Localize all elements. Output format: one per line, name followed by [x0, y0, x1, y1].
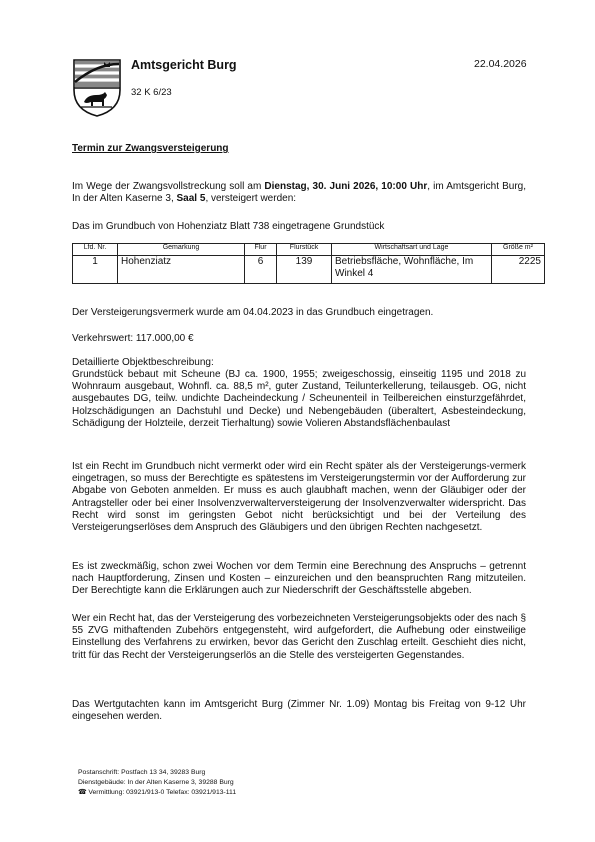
- cell-flurstueck: 139: [277, 256, 332, 284]
- appraisal-paragraph: Das Wertgutachten kann im Amtsgericht Burg (Zimmer Nr. 1.09) Montag bis Freitag von 9-12 Uhr eingesehen werden.: [72, 699, 526, 723]
- cell-wirtschaftsart: Betriebsfläche, Wohnfläche, Im Winkel 4: [332, 256, 492, 284]
- auction-room: Saal 5: [176, 193, 206, 205]
- objection-paragraph: Wer ein Recht hat, das der Versteigerung des vorbezeichneten Versteigerungsobjekts oder des nach § 55 ZVG mithaftenden Zubehörs entgegensteht, wird aufgefordert, die Aufhebung oder einstweilige Einstellung des Verfahrens zu erwirken, bevor das Gericht den Zuschlag erteilt. Geschieht dies nicht, tritt für das Recht der Versteigerungserlös an die Stelle des versteigerten Gegenstandes.: [72, 613, 526, 661]
- verkehrswert-line: Verkehrswert: 117.000,00 €: [72, 333, 194, 344]
- footer: [78, 768, 236, 798]
- auction-datetime: Dienstag, 30. Juni 2026, 10:00 Uhr: [264, 181, 428, 192]
- footer-contact: Vermittlung: 03921/913-0 Telefax: 03921/913-111: [88, 789, 237, 796]
- document-title: Termin zur Zwangsversteigerung: [72, 143, 229, 154]
- case-number: 32 K 6/23: [131, 87, 172, 98]
- intro-paragraph: Im Wege der Zwangsvollstreckung soll am Dienstag, 30. Juni 2026, 10:00 Uhr, im Amtsgericht Burg, In der Alten Kaserne 3, Saal 5, versteigert werden:: [72, 181, 527, 205]
- telephone-icon: ☎: [78, 789, 87, 796]
- grundbuch-line: Das im Grundbuch von Hohenziatz Blatt 738 eingetragene Grundstück: [72, 221, 385, 232]
- footer-postal: Postanschrift: Postfach 13 34, 39283 Burg: [78, 769, 206, 776]
- col-groesse: Größe m²: [492, 244, 545, 256]
- cell-flur: 6: [245, 256, 277, 284]
- coat-of-arms-logo: [72, 58, 122, 118]
- col-gemarkung: Gemarkung: [118, 244, 245, 256]
- document-date: 22.04.2026: [474, 58, 527, 70]
- court-name: Amtsgericht Burg: [131, 58, 237, 72]
- rights-paragraph: Ist ein Recht im Grundbuch nicht vermerkt oder wird ein Recht später als der Versteigerungs-vermerk eingetragen, so muss der Berechtigte es spätestens im Versteigerungstermin vor der Aufforderung zur Abgabe von Geboten anmelden. Er muss es auch glaubhaft machen, wenn der Gläubiger oder der Antragsteller oder bei einer Insolvenzverwalterversteigerung der Insolvenzverwalter widerspricht. Das Recht wird sonst im geringsten Gebot nicht berücksichtigt und bei der Verteilung des Versteigerungserlöses dem Anspruch des Gläubigers und den übrigen Rechten nachgesetzt.: [72, 461, 526, 534]
- claims-paragraph: Es ist zweckmäßig, schon zwei Wochen vor dem Termin eine Berechnung des Anspruchs – getrennt nach Hauptforderung, Zinsen und Kosten – einzureichen und den beanspruchten Rang mitzuteilen. Der Berechtigte kann die Erklärungen auch zur Niederschrift der Geschäftsstelle abgeben.: [72, 561, 526, 597]
- property-table: [72, 243, 545, 284]
- footer-building: Dienstgebäude: In der Alten Kaserne 3, 39288 Burg: [78, 779, 234, 786]
- cell-gemarkung: Hohenziatz: [118, 256, 245, 284]
- col-flur: Flur: [245, 244, 277, 256]
- objekt-heading: Detaillierte Objektbeschreibung:: [72, 357, 214, 368]
- table-row: [73, 256, 545, 284]
- col-flurstueck: Flurstück: [277, 244, 332, 256]
- cell-groesse: 2225: [492, 256, 545, 284]
- vermerk-line: Der Versteigerungsvermerk wurde am 04.04.2023 in das Grundbuch eingetragen.: [72, 307, 434, 318]
- cell-lfd-nr: 1: [73, 256, 118, 284]
- col-wirtschaftsart: Wirtschaftsart und Lage: [332, 244, 492, 256]
- objekt-description: Grundstück bebaut mit Scheune (BJ ca. 1900, 1955; zweigeschossig, einseitig 1195 und 2018 zu Wohnraum ausgebaut, Wohnfl. ca. 88,5 m², guter Zustand, Teilunterkellerung, teilausgeb. OG, nicht ausgebautes DG, teilw. undichte Dacheindeckung / Scheunenteil in Teilbereichen einsturzgefährdet, Holzschädigungen an Dachstuhl und Decke) und Nebengebäuden (überaltert, Asbesteindeckung, Schädigung der Holzteile, derzeit Tierhaltung) sowie Volieren Abstandsflächenbaulast: [72, 369, 526, 429]
- col-lfd-nr: Lfd. Nr.: [73, 244, 118, 256]
